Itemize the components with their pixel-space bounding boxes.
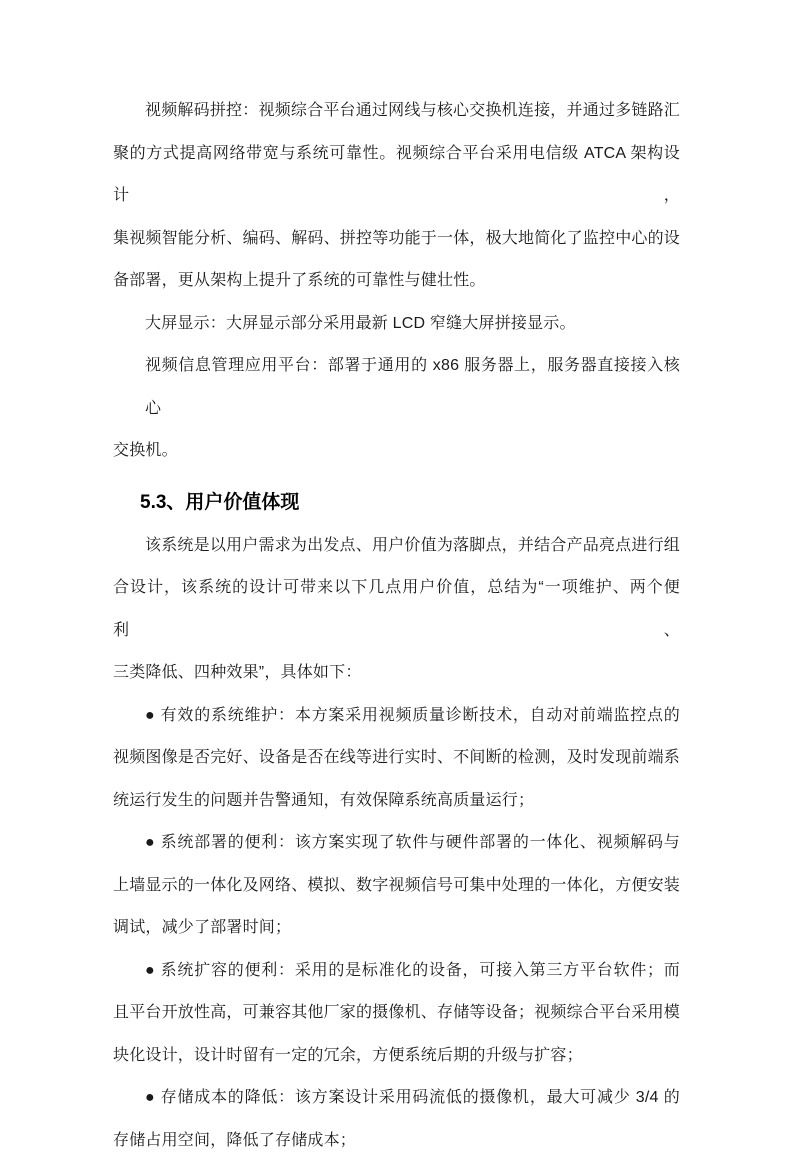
text-line: 调试，减少了部署时间； <box>113 907 680 950</box>
bullet-storage-cost-reduction <box>113 1077 680 1162</box>
text-line: 交换机。 <box>113 430 680 473</box>
text-line: 该系统是以用户需求为出发点、用户价值为落脚点，并结合产品亮点进行组 <box>113 525 680 568</box>
text-line: ● 存储成本的降低：该方案设计采用码流低的摄像机，最大可减少 3/4 的 <box>113 1077 680 1120</box>
bullet-expansion-convenience <box>113 950 680 1078</box>
text-line: 存储占用空间，降低了存储成本； <box>113 1120 680 1162</box>
text-line: 大屏显示：大屏显示部分采用最新 LCD 窄缝大屏拼接显示。 <box>113 303 680 346</box>
section-heading-user-value: 5.3、用户价值体现 <box>113 481 680 525</box>
paragraph-large-screen-display <box>113 303 680 346</box>
text-line: 且平台开放性高，可兼容其他厂家的摄像机、存储等设备；视频综合平台采用模 <box>113 992 680 1035</box>
text-line: 视频信息管理应用平台：部署于通用的 x86 服务器上，服务器直接接入核心 <box>113 345 680 430</box>
text-line: 块化设计，设计时留有一定的冗余，方便系统后期的升级与扩容； <box>113 1035 680 1078</box>
bullet-deployment-convenience <box>113 822 680 950</box>
paragraph-video-info-platform <box>113 345 680 473</box>
text-line: 统运行发生的问题并告警通知，有效保障系统高质量运行； <box>113 780 680 823</box>
text-line: 备部署，更从架构上提升了系统的可靠性与健壮性。 <box>113 260 680 303</box>
text-line: ● 系统部署的便利：该方案实现了软件与硬件部署的一体化、视频解码与 <box>113 822 680 865</box>
text-line: 合设计，该系统的设计可带来以下几点用户价值，总结为“一项维护、两个便利、 <box>113 567 680 652</box>
bullet-system-maintenance <box>113 695 680 823</box>
paragraph-video-decode-splicing <box>113 90 680 303</box>
text-line: 视频图像是否完好、设备是否在线等进行实时、不间断的检测，及时发现前端系 <box>113 737 680 780</box>
text-line: 集视频智能分析、编码、解码、拼控等功能于一体，极大地简化了监控中心的设 <box>113 218 680 261</box>
text-line: ● 系统扩容的便利：采用的是标准化的设备，可接入第三方平台软件；而 <box>113 950 680 993</box>
text-line: 聚的方式提高网络带宽与系统可靠性。视频综合平台采用电信级 ATCA 架构设计， <box>113 133 680 218</box>
document-body <box>113 90 680 1162</box>
text-line: ● 有效的系统维护：本方案采用视频质量诊断技术，自动对前端监控点的 <box>113 695 680 738</box>
text-line: 三类降低、四种效果”，具体如下： <box>113 652 680 695</box>
text-line: 上墙显示的一体化及网络、模拟、数字视频信号可集中处理的一体化，方便安装 <box>113 865 680 908</box>
text-line: 视频解码拼控：视频综合平台通过网线与核心交换机连接，并通过多链路汇 <box>113 90 680 133</box>
paragraph-user-value-intro <box>113 525 680 695</box>
